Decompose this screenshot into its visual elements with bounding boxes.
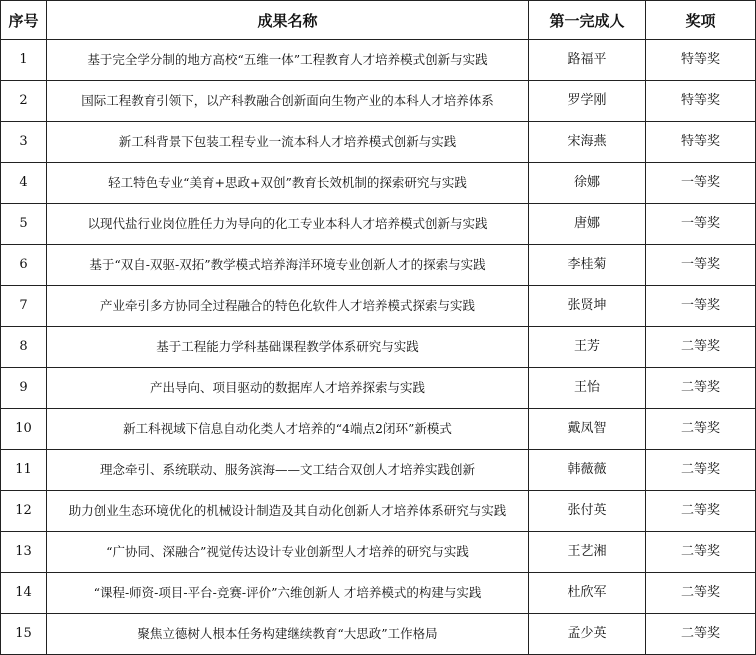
first-completer: 李桂菊 [529,245,646,286]
table-row [1,491,756,532]
row-number: 12 [1,491,47,532]
table-row [1,204,756,245]
table-row [1,327,756,368]
table-row [1,163,756,204]
achievement-title: 产业牵引多方协同全过程融合的特色化软件人才培养模式探索与实践 [47,286,529,327]
first-completer: 徐娜 [529,163,646,204]
row-number: 1 [1,40,47,81]
first-completer: 王芳 [529,327,646,368]
achievement-title: 以现代盐行业岗位胜任力为导向的化工专业本科人才培养模式创新与实践 [47,204,529,245]
table-row [1,532,756,573]
row-number: 6 [1,245,47,286]
header-no: 序号 [1,1,47,40]
achievement-title: “广协同、深融合”视觉传达设计专业创新型人才培养的研究与实践 [47,532,529,573]
first-completer: 唐娜 [529,204,646,245]
achievement-title: 聚焦立德树人根本任务构建继续教育“大思政”工作格局 [47,614,529,655]
award-level: 二等奖 [646,532,756,573]
header-award: 奖项 [646,1,756,40]
award-level: 二等奖 [646,450,756,491]
row-number: 3 [1,122,47,163]
first-completer: 路福平 [529,40,646,81]
row-number: 4 [1,163,47,204]
first-completer: 王怡 [529,368,646,409]
row-number: 10 [1,409,47,450]
award-level: 特等奖 [646,40,756,81]
award-level: 二等奖 [646,409,756,450]
row-number: 2 [1,81,47,122]
first-completer: 戴凤智 [529,409,646,450]
award-level: 一等奖 [646,286,756,327]
row-number: 8 [1,327,47,368]
header-row [1,1,756,40]
achievement-title: 轻工特色专业“美育+思政+双创”教育长效机制的探索研究与实践 [47,163,529,204]
row-number: 15 [1,614,47,655]
achievement-title: 理念牵引、系统联动、服务滨海——文工结合双创人才培养实践创新 [47,450,529,491]
award-level: 一等奖 [646,204,756,245]
row-number: 11 [1,450,47,491]
row-number: 13 [1,532,47,573]
award-level: 二等奖 [646,327,756,368]
award-level: 一等奖 [646,163,756,204]
table-body [1,40,756,655]
achievement-title: 基于“双自-双驱-双拓”教学模式培养海洋环境专业创新人才的探索与实践 [47,245,529,286]
award-level: 一等奖 [646,245,756,286]
award-level: 二等奖 [646,491,756,532]
table-row [1,368,756,409]
row-number: 14 [1,573,47,614]
header-title: 成果名称 [47,1,529,40]
achievement-title: 基于工程能力学科基础课程教学体系研究与实践 [47,327,529,368]
table-row [1,40,756,81]
first-completer: 宋海燕 [529,122,646,163]
first-completer: 王艺湘 [529,532,646,573]
table-row [1,81,756,122]
achievement-title: 新工科背景下包装工程专业一流本科人才培养模式创新与实践 [47,122,529,163]
table-row [1,245,756,286]
first-completer: 孟少英 [529,614,646,655]
row-number: 9 [1,368,47,409]
table-row [1,450,756,491]
award-level: 二等奖 [646,573,756,614]
first-completer: 杜欣军 [529,573,646,614]
table-row [1,573,756,614]
first-completer: 罗学刚 [529,81,646,122]
table-row [1,409,756,450]
achievement-title: 助力创业生态环境优化的机械设计制造及其自动化创新人才培养体系研究与实践 [47,491,529,532]
achievement-title: 基于完全学分制的地方高校“五维一体”工程教育人才培养模式创新与实践 [47,40,529,81]
first-completer: 张付英 [529,491,646,532]
first-completer: 张贤坤 [529,286,646,327]
achievement-title: 产出导向、项目驱动的数据库人才培养探索与实践 [47,368,529,409]
award-level: 特等奖 [646,122,756,163]
achievement-title: “课程-师资-项目-平台-竞赛-评价”六维创新人 才培养模式的构建与实践 [47,573,529,614]
award-level: 特等奖 [646,81,756,122]
achievement-title: 国际工程教育引领下，以产科教融合创新面向生物产业的本科人才培养体系 [47,81,529,122]
first-completer: 韩薇薇 [529,450,646,491]
award-level: 二等奖 [646,368,756,409]
award-level: 二等奖 [646,614,756,655]
row-number: 5 [1,204,47,245]
achievement-title: 新工科视域下信息自动化类人才培养的“4端点2闭环”新模式 [47,409,529,450]
table-row [1,614,756,655]
table-row [1,286,756,327]
header-person: 第一完成人 [529,1,646,40]
row-number: 7 [1,286,47,327]
table-row [1,122,756,163]
